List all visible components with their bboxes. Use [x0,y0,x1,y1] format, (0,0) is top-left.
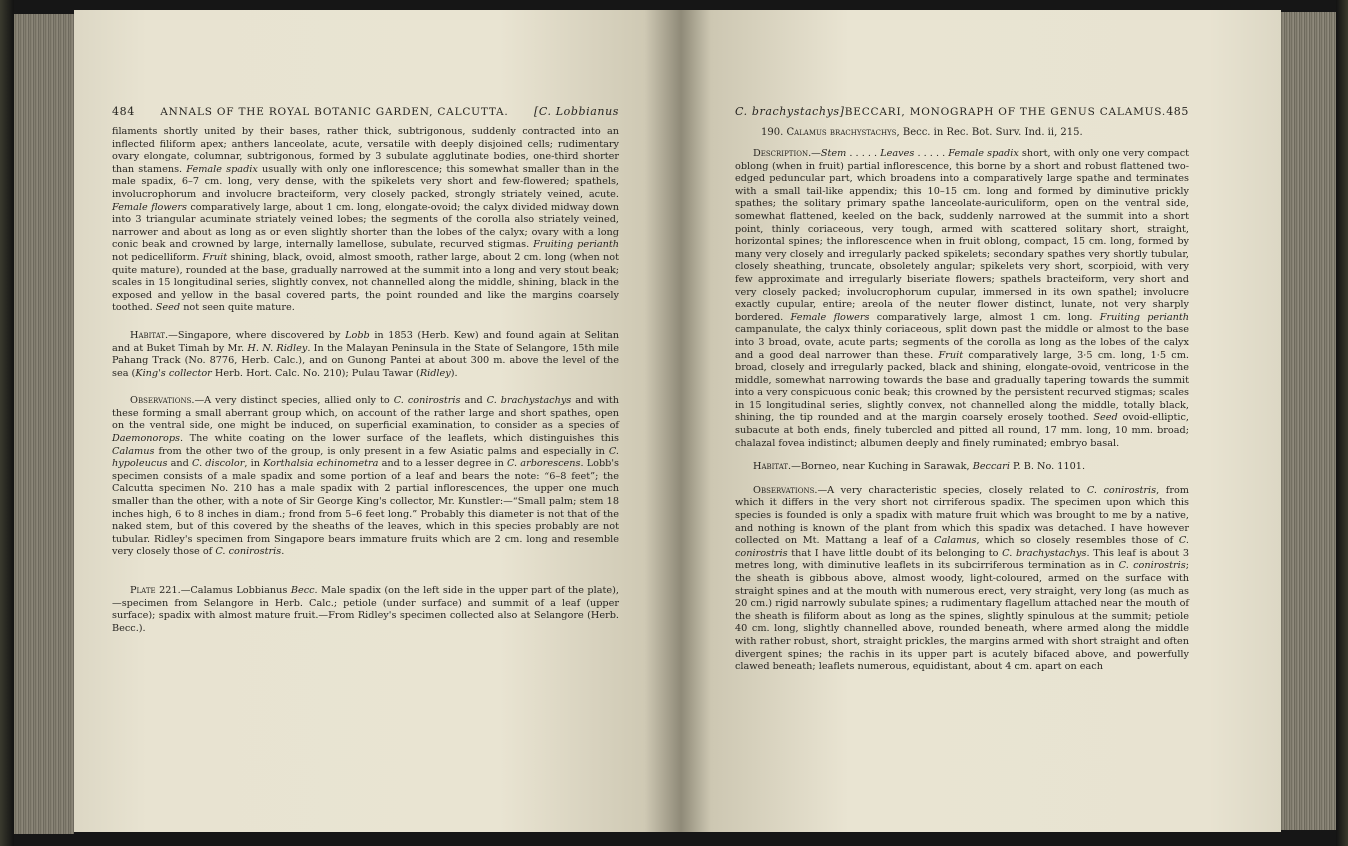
left-running-head [112,105,619,118]
left-page-number: 484 [112,105,135,118]
left-taxon-header: [C. Lobbianus [533,105,619,118]
left-observations-paragraph: Observations.—A very distinct species, allied only to C. conirostris and C. brachystachys and with these forming a small aberrant group which, on account of the rather large and short spathes, open on the ventral side, one might be induced, on superficial examination, to consider as a species of Daemonorops. The white coating on the lower surface of the leaflets, which distinguishes this Calamus from the other two of the group, is only present in a few Asiatic palms and especially in C. hypoleucus and C. discolor, in Korthalsia echinometra and to a lesser degree in C. arborescens. Lobb's specimen consists of a male spadix and some portion of a leaf and bears the note: “6–8 feet”; the Calcutta specimen No. 210 has a male spadix with 2 partial inflorescences, the upper one much smaller than the other, with a note of Sir George King's collector, Mr. Kunstler:—“Small palm; stem 18 inches high, 6 to 8 inches in diam.; frond from 5–6 feet long.” Probably this diameter is not that of the naked stem, but of this covered by the sheaths of the leaves, which in this species probably are not tubular. Ridley's specimen from Singapore bears immature fruits which are 2 cm. long and resemble very closely those of C. conirostris. [112,395,619,558]
book-cover-left-edge [0,0,14,846]
page-stack-right [1280,12,1336,830]
page-stack-left [14,14,74,834]
left-running-title: ANNALS OF THE ROYAL BOTANIC GARDEN, CALCUTTA. [160,106,509,118]
right-habitat-paragraph: Habitat.—Borneo, near Kuching in Sarawak, Beccari P. B. No. 1101. [753,461,1086,473]
species-name: Calamus brachystachys [786,127,897,138]
left-description-paragraph: filaments shortly united by their bases, rather thick, subtrigonous, suddenly contracted into an inflected filiform apex; anthers lanceolate, acute, versatile with deeply disjoined cells; rudimentary ovary elongate, columnar, subtrigonous, formed by 3 subulate agglutinate bodies, one-third shorter than stamens. Female spadix usually with only one inflorescence; this somewhat smaller than in the male spadix, 6–7 cm. long, very dense, with the spikelets very short and few-flowered; spathels, involucrophorum and involucre bracteiform, very closely packed, strongly striately veined, acute. Female flowers comparatively large, about 1 cm. long, elongate-ovoid; the calyx divided midway down into 3 triangular acuminate striately veined lobes; the segments of the corolla also striately veined, narrower and about as long as or even slightly shorter than the lobes of the calyx; ovary with a long conic beak and crowned by large, internally lamellose, subulate, recurved stigmas. Fruiting perianth not pedicelliform. Fruit shining, black, ovoid, almost smooth, rather large, about 2 cm. long (when not quite mature), rounded at the base, gradually narrowed at the summit into a long and very stout beak; scales in 15 longitudinal series, slightly convex, not channelled along the middle, shining, black in the exposed and yellow in the basal covered parts, the point rounded and like the margins coarsely toothed. Seed not seen quite mature. [112,126,620,314]
species-number: 190. [761,127,784,138]
left-plate-paragraph: Plate 221.—Calamus Lobbianus Becc. Male spadix (on the left side in the upper part of the plate),—specimen from Selangore in Herb. Calc.; petiole (under surface) and summit of a leaf (upper surface); spadix with almost mature fruit.—From Ridley's specimen collected also at Selangore (Herb. Becc.). [112,585,619,634]
left-page [74,10,681,832]
right-running-head [735,105,1189,118]
right-page-number: 485 [1166,105,1189,118]
right-page [681,10,1281,832]
right-taxon-header: C. brachystachys] [735,105,845,118]
left-habitat-paragraph: Habitat.—Singapore, where discovered by Lobb in 1853 (Herb. Kew) and found again at Selitan and at Buket Timah by Mr. H. N. Ridley. In the Malayan Peninsula in the State of Selangore, 15th mile Pahang Track (No. 8776, Herb. Calc.), and on Gunong Pantei at about 300 m. above the level of the sea (King's collector Herb. Hort. Calc. No. 210); Pulau Tawar (Ridley). [112,329,619,379]
book-cover-right-edge [1336,0,1348,846]
species-heading: 190. Calamus brachystachys, Becc. in Rec. Bot. Surv. Ind. ii, 215. [761,127,1083,138]
right-observations-paragraph: Observations.—A very characteristic species, closely related to C. conirostris, from which it differs in the very short not cirriferous spadix. The specimen upon which this species is founded is only a spadix with mature fruit which was brought to me by a native, and nothing is known of the plant from which this spadix was detached. I have however collected on Mt. Mattang a leaf of a Calamus, which so closely resembles those of C. conirostris that I have little doubt of its belonging to C. brachystachys. This leaf is about 3 metres long, with diminutive leaflets in its subcirriferous termination as in C. conirostris; the sheath is gibbous above, almost woody, light-coloured, armed on the surface with straight spines and at the mouth with numerous erect, very straight, very long (as much as 20 cm.) rigid narrowly subulate spines; a rudimentary flagellum attached near the mouth of the sheath is filiform about as long as the spines, slightly spinulous at the summit; petiole 40 cm. long, slightly channelled above, rounded beneath, where armed along the middle with rather robust, short, straight prickles, the margins armed with short straight and often divergent spines; the rachis in its upper part is acutely bifaced above, and powerfully clawed beneath; leaflets numerous, equidistant, about 4 cm. apart on each [735,484,1189,673]
right-running-title: BECCARI, MONOGRAPH OF THE GENUS CALAMUS. [844,106,1167,118]
right-description-paragraph: Description.—Stem . . . . . Leaves . . . . . Female spadix short, with only one very compact oblong (when in fruit) partial inflorescence, this borne by a short and robust flattened two-edged peduncular part, which broadens into a comparatively large spathe and terminates with a small tail-like appendix; this 10–15 cm. long and formed by diminutive prickly spathes; the solitary primary spathe lanceolate-auriculiform, open on the ventral side, somewhat flattened, keeled on the back, suddenly narrowed at the summit into a short point, thinly coriaceous, very tough, armed with scattered solitary short, straight, horizontal spines; the inflorescence when in fruit oblong, compact, 15 cm. long, formed by many very closely and irregularly packed spikelets; secondary spathes very shortly tubular, closely sheathing, truncate, obsoletely angular; spikelets very short, scorpioid, with very few approximate and irregularly biseriate flowers; spathels bracteiform, very short and very closely packed; involucrophorum cupular, immersed in its own spathel; involucre exactly cupular, entire; areola of the neuter flower distinct, lunate, not very sharply bordered. Female flowers comparatively large, almost 1 cm. long. Fruiting perianth campanulate, the calyx thinly coriaceous, split down past the middle or almost to the base into 3 broad, ovate, acute parts; segments of the corolla as long as the lobes of the calyx and a good deal narrower than these. Fruit comparatively large, 3·5 cm. long, 1·5 cm. broad, closely and irregularly packed, black and shining, elongate-ovoid, ventricose in the middle, somewhat narrowing towards the base and gradually tapering towards the summit into a very conspicuous conic beak; this crowned by the persistent recurved stigmas; scales in 15 longitudinal series, slightly convex, not channelled along the middle, totally black, shining, the tip rounded and at the margin coarsely erosely toothed. Seed ovoid-elliptic, subacute at both ends, finely tubercled and pitted all round, 17 mm. long, 10 mm. broad; chalazal fovea indistinct; albumen deeply and finely ruminated; embryo basal. [735,148,1190,449]
species-citation: Becc. in Rec. Bot. Surv. Ind. ii, 215. [902,127,1083,138]
